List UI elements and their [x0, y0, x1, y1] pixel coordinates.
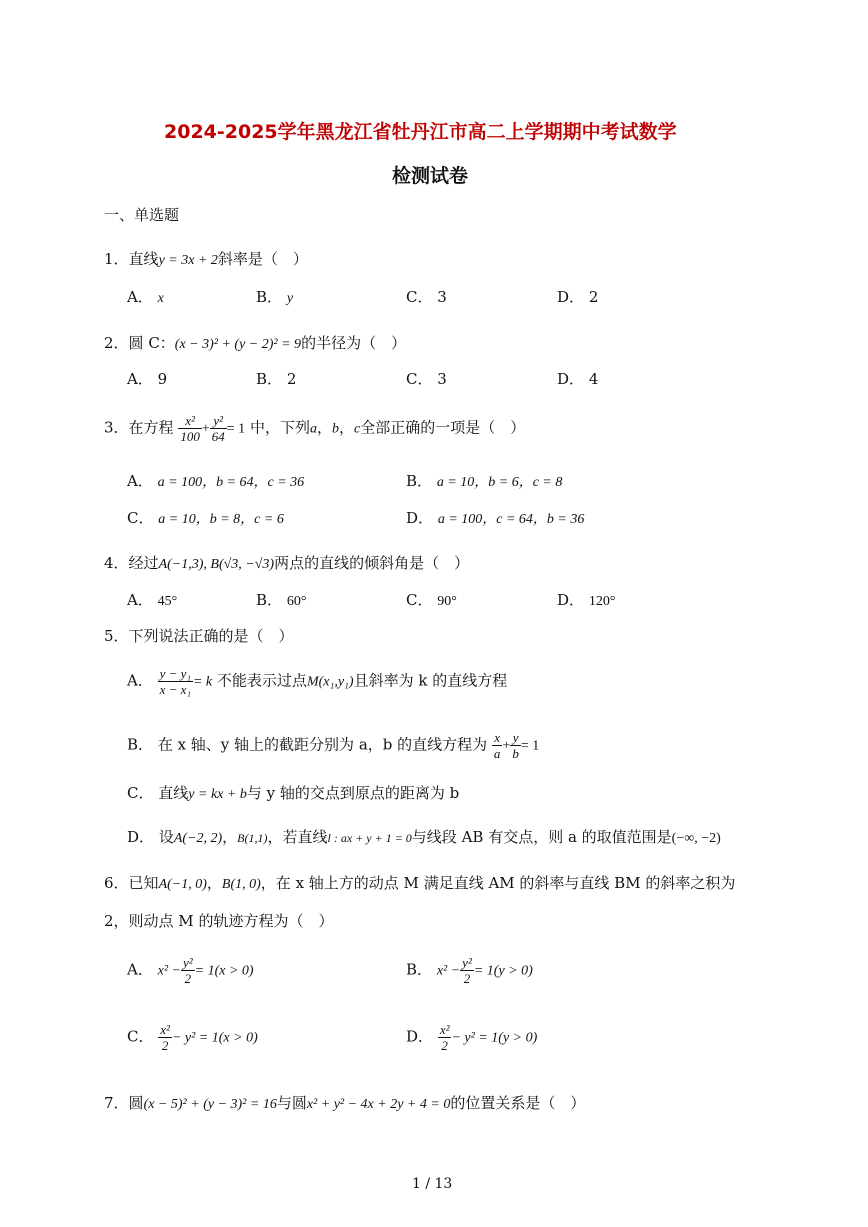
fraction: $\frac{y}{b}$	[512, 730, 519, 761]
fraction: $\frac{\text{x²}}{100}$	[180, 413, 200, 444]
option-c: C． 直线y = kx + b与 y 轴的交点到原点的距离为 b	[127, 784, 460, 802]
question-number: 2．	[104, 334, 129, 352]
question-2	[104, 332, 406, 353]
option-a: A． 45°	[127, 591, 178, 609]
option-b: B． x² − $\frac{\text{y²}}{2}$ = 1(y > 0)	[406, 955, 533, 986]
option-c: C． 90°	[406, 591, 457, 609]
question-6: 6．已知A(−1, 0)，B(1, 0)，在 x 轴上方的动点 M 满足直线 AM 的斜率与直线 BM 的斜率之积为	[104, 874, 736, 892]
option-d: D． 120°	[557, 591, 616, 609]
question-text: 经过	[128, 554, 159, 572]
question-number: 5．	[104, 627, 129, 645]
question-7: 7．圆(x − 5)² + (y − 3)² = 16与圆x² + y² − 4x + 2y + 4 = 0的位置关系是（ ）	[104, 1094, 586, 1112]
section-heading: 一、单选题	[104, 206, 180, 224]
question-1	[104, 248, 308, 269]
option-d: D． 2	[557, 288, 599, 306]
option-b: B． y	[256, 288, 294, 306]
option-d: D． a = 100，c = 64，b = 36	[406, 509, 585, 527]
question-text: 两点的直线的倾斜角是（ ）	[274, 554, 470, 572]
question-3: 3．在方程 $\frac{\text{x²}}{100}$ + $\frac{\text{y²}}{64}$ = 1 中，下列a，b，c全部正确的一项是（ ）	[104, 413, 526, 444]
question-number: 3．	[104, 418, 129, 437]
option-a: A． x² − $\frac{\text{y²}}{2}$ = 1(x > 0)	[127, 955, 254, 986]
question-text: 斜率是（ ）	[217, 250, 308, 268]
question-text: 直线	[128, 250, 159, 268]
option-c: C． $\frac{\text{x²}}{2}$ − y² = 1(x > 0)	[127, 1022, 258, 1053]
option-b: B． a = 10，b = 6，c = 8	[406, 472, 563, 490]
option-d: D． $\frac{\text{x²}}{2}$ − y² = 1(y > 0)	[406, 1022, 538, 1053]
question-text: 下列说法正确的是（ ）	[128, 627, 294, 645]
option-b: B． 60°	[256, 591, 307, 609]
option-d: D． 设A(−2, 2)，B(1,1)，若直线l : ax + y + 1 = 0与线段 AB 有交点，则 a 的取值范围是(−∞, −2)	[127, 828, 721, 846]
option-c: C． 3	[406, 288, 447, 306]
question-number: 6．	[104, 874, 129, 892]
question-4	[104, 552, 469, 573]
option-a: A． x	[127, 288, 164, 306]
option-a: A． a = 100，b = 64，c = 36	[127, 472, 305, 490]
option-c: C． 3	[406, 370, 447, 388]
option-b: B． 2	[256, 370, 297, 388]
formula: (x − 3)² + (y − 2)² = 9	[174, 337, 302, 352]
page-number: 1 / 13	[412, 1176, 453, 1192]
option-d: D． 4	[557, 370, 599, 388]
question-number: 4．	[104, 554, 129, 572]
question-5	[104, 625, 294, 646]
option-b: B． 在 x 轴、y 轴上的截距分别为 a，b 的直线方程为 $\frac{x}{a}$ + $\frac{y}{b}$ = 1	[127, 730, 540, 761]
formula: y = 3x + 2	[158, 253, 218, 268]
option-c: C． a = 10，b = 8，c = 6	[127, 509, 284, 527]
doc-title-line2: 检测试卷	[392, 165, 469, 187]
question-text: 的半径为（ ）	[301, 334, 407, 352]
question-number: 1．	[104, 250, 129, 268]
formula: A(−1,3), B(√3, −√3)	[158, 557, 275, 572]
option-a: A． $\frac{\text{y − y₁}}{\text{x − x₁}}$ = k 不能表示过点M(x₁,y₁)且斜率为 k 的直线方程	[127, 666, 508, 697]
question-6-line2: 2，则动点 M 的轨迹方程为（ ）	[104, 912, 334, 930]
doc-title-line1: 2024-2025学年黑龙江省牡丹江市高二上学期期中考试数学	[164, 121, 677, 143]
question-text: 在方程	[128, 418, 174, 437]
fraction: $\frac{x}{a}$	[493, 730, 501, 761]
fraction: $\frac{\text{y²}}{64}$	[211, 413, 225, 444]
option-a: A． 9	[127, 370, 168, 388]
question-number: 7．	[104, 1094, 129, 1112]
question-text: 圆 C：	[128, 334, 175, 352]
fraction: $\frac{\text{y − y₁}}{\text{x − x₁}}$	[159, 666, 191, 697]
